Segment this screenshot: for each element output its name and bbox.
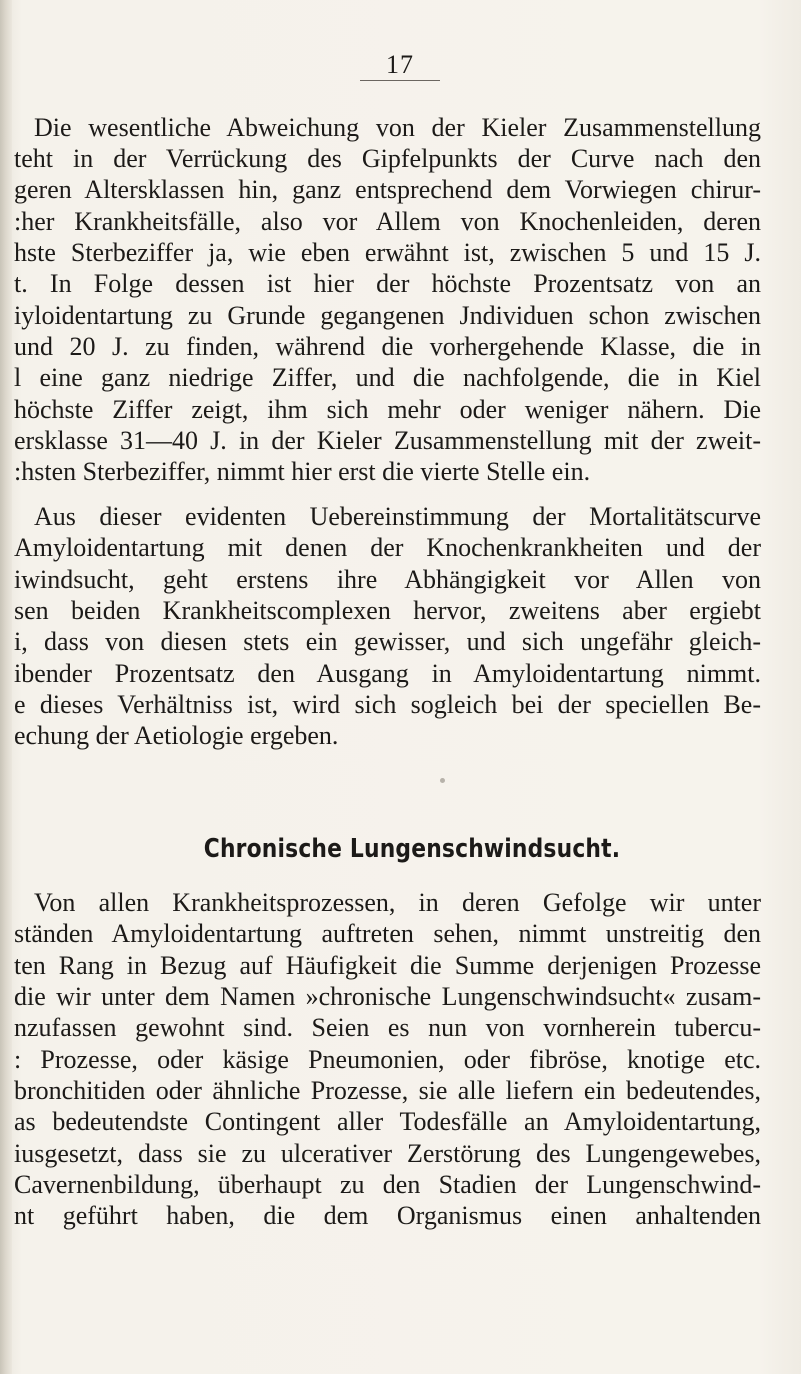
text-line: bronchitiden oder ähnliche Prozesse, sie alle liefern ein bedeutendes, [14, 1076, 761, 1105]
text-line: e dieses Verhältniss ist, wird sich sogleich bei der speciellen Be- [14, 690, 761, 719]
text-line: hste Sterbeziffer ja, wie eben erwähnt ist, zwischen 5 und 15 J. [14, 238, 761, 267]
text-line: ständen Amyloidentartung auftreten sehen, nimmt unstreitig den [14, 919, 761, 948]
print-speck [440, 778, 445, 783]
text-line: as bedeutendste Contingent aller Todesfälle an Amyloidentartung, [14, 1107, 761, 1136]
text-line: iyloidentartung zu Grunde gegangenen Jndividuen schon zwischen [14, 301, 761, 330]
text-line: Von allen Krankheitsprozessen, in deren Gefolge wir unter [34, 888, 761, 917]
text-line: Cavernenbildung, überhaupt zu den Stadien der Lungenschwind- [14, 1170, 761, 1199]
text-line: i, dass von diesen stets ein gewisser, und sich ungefähr gleich- [14, 627, 761, 656]
text-line: ersklasse 31—40 J. in der Kieler Zusammenstellung mit der zweit- [14, 426, 761, 455]
text-line: iusgesetzt, dass sie zu ulcerativer Zerstörung des Lungengewebes, [14, 1139, 761, 1168]
page-number: 17 [360, 52, 440, 81]
text-line: Amyloidentartung mit denen der Knochenkrankheiten und der [14, 533, 761, 562]
section-heading: Chronische Lungenschwindsucht. [203, 834, 621, 864]
text-line: Die wesentliche Abweichung von der Kieler Zusammenstellung [34, 113, 761, 142]
text-line: echung der Aetiologie ergeben. [14, 721, 339, 750]
text-line: und 20 J. zu finden, während die vorhergehende Klasse, die in [14, 332, 761, 361]
text-line: ibender Prozentsatz den Ausgang in Amyloidentartung nimmt. [14, 659, 761, 688]
text-line: nt geführt haben, die dem Organismus einen anhaltenden [14, 1201, 761, 1230]
page-gutter-shadow [0, 0, 12, 1374]
text-line: Aus dieser evidenten Uebereinstimmung der Mortalitätscurve [34, 502, 761, 531]
text-line: die wir unter dem Namen »chronische Lungenschwindsucht« zusam- [14, 982, 761, 1011]
text-line: : Prozesse, oder käsige Pneumonien, oder fibröse, knotige etc. [14, 1045, 761, 1074]
text-line: höchste Ziffer zeigt, ihm sich mehr oder weniger nähern. Die [14, 395, 761, 424]
text-line: iwindsucht, geht erstens ihre Abhängigkeit vor Allen von [14, 565, 761, 594]
text-line: teht in der Verrückung des Gipfelpunkts der Curve nach den [14, 144, 761, 173]
text-line: geren Altersklassen hin, ganz entsprechend dem Vorwiegen chirur- [14, 175, 761, 204]
text-line: l eine ganz niedrige Ziffer, und die nachfolgende, die in Kiel [14, 363, 761, 392]
text-line: sen beiden Krankheitscomplexen hervor, zweitens aber ergiebt [14, 596, 761, 625]
text-line: :hsten Sterbeziffer, nimmt hier erst die vierte Stelle ein. [14, 457, 591, 486]
text-line: nzufassen gewohnt sind. Seien es nun von vornherein tubercu- [14, 1013, 761, 1042]
text-line: :her Krankheitsfälle, also vor Allem von Knochenleiden, deren [14, 207, 761, 236]
text-line: ten Rang in Bezug auf Häufigkeit die Summe derjenigen Prozesse [14, 951, 761, 980]
text-line: t. In Folge dessen ist hier der höchste Prozentsatz von an [14, 269, 761, 298]
